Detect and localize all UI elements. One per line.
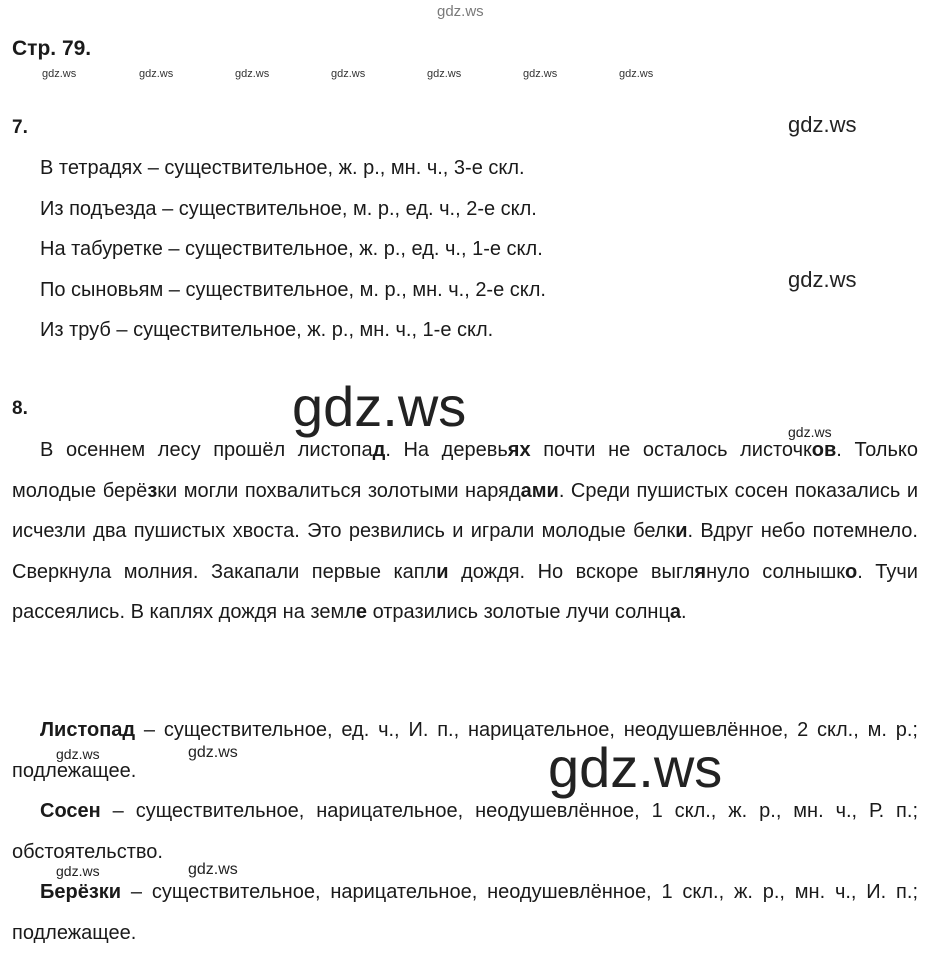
page-title: Стр. 79.	[12, 37, 92, 60]
definition-listopad: Листопад – существительное, ед. ч., И. п., нарицательное, неодушевлённое, 2 скл., м. р.; подлежащее.	[12, 719, 918, 782]
watermark-row-item: gdz.ws	[235, 68, 270, 80]
exercise-7-line: В тетрадях – существительное, ж. р., мн. ч., 3-е скл.	[40, 157, 525, 179]
exercise-8-paragraph: В осеннем лесу прошёл листопад. На деревьях почти не осталось листочков. Только молодые берёзки могли похвалиться золотыми нарядами. Среди пушистых сосен показались и исчезли два пушистых хвоста. Это резвились и играли молодые белки. Вдруг небо потемнело. Сверкнула молния. Закапали первые капли дождя. Но вскоре выглянуло солнышко. Тучи рассеялись. В каплях дождя на земле отразились золотые лучи солнца.	[12, 439, 919, 623]
watermark-defs-small: gdz.ws	[188, 744, 238, 761]
watermark-row-item: gdz.ws	[331, 68, 366, 80]
watermark-ex7-1: gdz.ws	[788, 112, 857, 137]
watermark-row-item: gdz.ws	[427, 68, 462, 80]
exercise-7-number: 7.	[12, 117, 28, 138]
watermark-ex8-big: gdz.ws	[292, 375, 467, 438]
watermark-defs-small: gdz.ws	[56, 863, 100, 879]
watermark-row-item: gdz.ws	[139, 68, 174, 80]
watermark-row-item: gdz.ws	[523, 68, 558, 80]
exercise-7-line: Из подъезда – существительное, м. р., ед. ч., 2-е скл.	[40, 198, 537, 220]
watermark-top: gdz.ws	[437, 3, 484, 20]
exercise-7-line: По сыновьям – существительное, м. р., мн. ч., 2-е скл.	[40, 279, 546, 301]
watermark-ex8-small: gdz.ws	[788, 424, 832, 440]
exercise-7-line: На табуретке – существительное, ж. р., ед. ч., 1-е скл.	[40, 238, 543, 260]
watermark-defs-small: gdz.ws	[56, 746, 100, 762]
watermark-row-item: gdz.ws	[619, 68, 654, 80]
definition-sosen: Сосен – существительное, нарицательное, неодушевлённое, 1 скл., ж. р., мн. ч., Р. п.; обстоятельство.	[12, 800, 918, 863]
watermark-row-item: gdz.ws	[42, 68, 77, 80]
watermark-defs-small: gdz.ws	[188, 861, 238, 878]
watermark-defs-big: gdz.ws	[548, 736, 723, 799]
definition-beryozki: Берёзки – существительное, нарицательное, неодушевлённое, 1 скл., ж. р., мн. ч., И. п.; подлежащее.	[12, 881, 918, 944]
watermark-ex7-2: gdz.ws	[788, 267, 857, 292]
exercise-7-line: Из труб – существительное, ж. р., мн. ч., 1-е скл.	[40, 319, 494, 341]
exercise-8-number: 8.	[12, 398, 28, 419]
watermark-row	[0, 68, 929, 82]
